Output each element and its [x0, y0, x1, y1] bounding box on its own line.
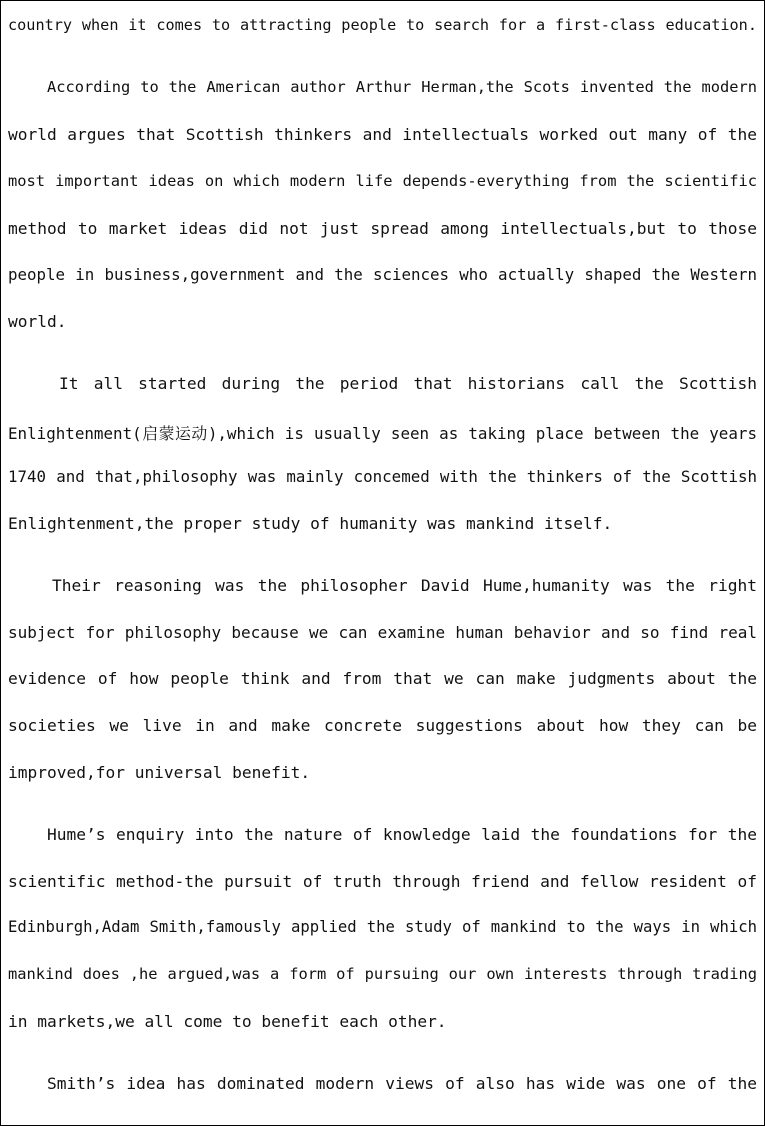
text-line: world. — [8, 312, 67, 331]
text-line: subject for philosophy because we can examine human behavior and so find real — [8, 623, 757, 642]
text-line: evidence of how people think and from that we can make judgments about the — [8, 669, 757, 688]
text-line: Enlightenment,the proper study of humanity was mankind itself. — [8, 514, 613, 533]
text-line: most important ideas on which modern life depends-everything from the scientific — [8, 172, 757, 190]
text-line: societies we live in and make concrete suggestions about how they can be — [8, 716, 757, 735]
text-line: Edinburgh,Adam Smith,famously applied the study of mankind to the ways in which — [8, 918, 757, 936]
paragraph-first-line: Smith’s idea has dominated modern views of also has wide was one of the — [47, 1074, 757, 1093]
text-line: people in business,government and the sciences who actually shaped the Western — [8, 265, 757, 284]
text-line: mankind does ,he argued,was a form of pursuing our own interests through trading — [8, 965, 757, 983]
paragraph-first-line: Hume’s enquiry into the nature of knowledge laid the foundations for the — [47, 825, 757, 844]
paragraph-first-line: Their reasoning was the philosopher David Hume,humanity was the right — [52, 576, 757, 595]
text-line: Enlightenment(启蒙运动),which is usually seen as taking place between the years — [8, 424, 757, 443]
text-line: world argues that Scottish thinkers and intellectuals worked out many of the — [8, 125, 757, 144]
text-line: 1740 and that,philosophy was mainly concemed with the thinkers of the Scottish — [8, 467, 757, 486]
text-line: improved,for universal benefit. — [8, 763, 311, 782]
paragraph-first-line: It all started during the period that historians call the Scottish — [59, 374, 757, 393]
paragraph-first-line: According to the American author Arthur Herman,the Scots invented the modern — [47, 78, 757, 96]
text-line: scientific method-the pursuit of truth through friend and fellow resident of — [8, 872, 757, 891]
text-line: country when it comes to attracting people to search for a first-class education. — [8, 16, 757, 34]
text-line: method to market ideas did not just spread among intellectuals,but to those — [8, 219, 757, 238]
text-line: in markets,we all come to benefit each other. — [8, 1012, 447, 1031]
